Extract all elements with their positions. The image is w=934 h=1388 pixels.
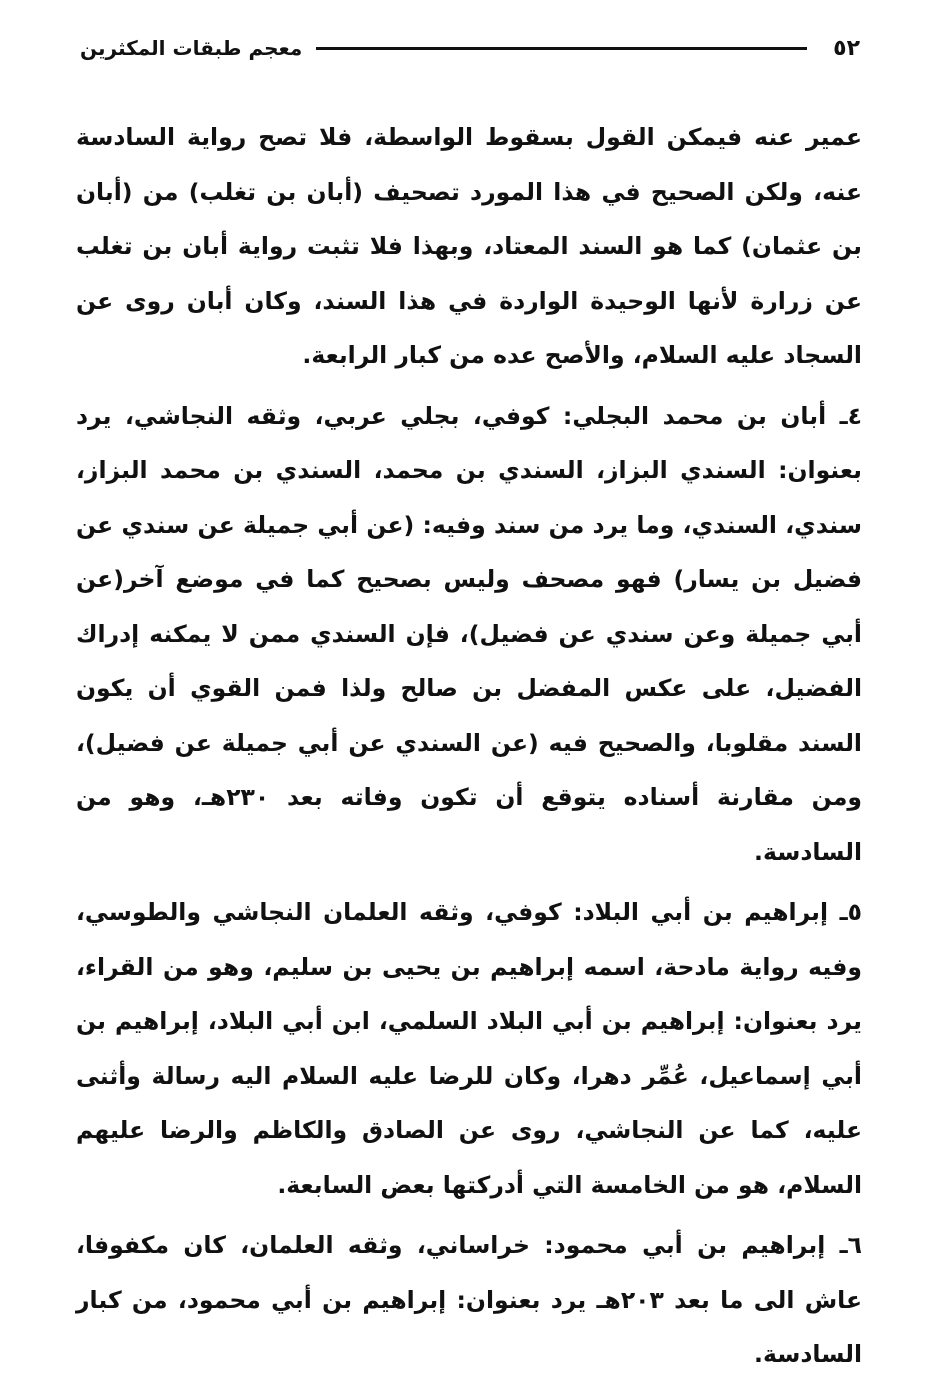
entry-heading: ٦ـ إبراهيم بن أبي محمود: <box>544 1231 862 1259</box>
page-body <box>76 110 862 1388</box>
page-number: ٥٢ <box>833 35 860 61</box>
entry-heading: ٥ـ إبراهيم بن أبي البلاد: <box>573 898 862 926</box>
entry-6 <box>76 1218 862 1382</box>
entry-body: كوفي، بجلي عربي، وثقه النجاشي، يرد بعنوان: السندي البزاز، السندي بن محمد، السندي بن محمد البزاز، سندي، السندي، وما يرد من سند وفيه: (عن أبي جميلة عن سندي عن فضيل بن يسار) فهو مصحف وليس بصحيح كما في موضع آخر(عن أبي جميلة وعن سندي عن فضيل)، فإن السندي ممن لا يمكنه إدراك الفضيل، على عكس المفضل بن صالح ولذا فمن القوي أن يكون السند مقلوبا، والصحيح فيه (عن السندي عن أبي جميلة عن فضيل)، ومن مقارنة أسناده يتوقع أن تكون وفاته بعد ٢٣٠هـ، وهو <box>76 401 862 811</box>
paragraph-body: عمير عنه فيمكن القول بسقوط الواسطة، فلا تصح رواية السادسة عنه، ولكن الصحيح في هذا المورد تصحيف (أبان بن تغلب) من (أبان بن عثمان) كما هو السند المعتاد، وبهذا فلا تثبت رواية أبان بن تغلب عن زرارة لأنها الوحيدة الواردة في هذا السند، وكان أبان روى عن السجاد عليه السلام، والأصح عده <box>76 123 862 369</box>
entry-heading: ٤ـ أبان بن محمد البجلي: <box>562 401 862 430</box>
paragraph-continuation <box>76 110 862 383</box>
paragraph-tail: من كبار الرابعة. <box>302 341 485 369</box>
entry-tail: هو من الخامسة التي أدركتها بعض السابعة. <box>277 1170 770 1199</box>
entry-tail: من كبار السادسة. <box>76 1285 862 1368</box>
entry-4 <box>76 389 862 880</box>
entry-body: خراساني، وثقه العلمان، كان مكفوفا، عاش الى ما بعد ٢٠٣هـ يرد بعنوان: إبراهيم بن أبي محمود، <box>76 1231 862 1314</box>
entry-tail: من السادسة. <box>76 783 862 866</box>
header-rule <box>316 47 807 50</box>
entry-body: كوفي، وثقه العلمان النجاشي والطوسي، وفيه رواية مادحة، اسمه إبراهيم بن يحيى بن سليم، وهو من القراء، يرد بعنوان: إبراهيم بن أبي البلاد السلمي، ابن أبي البلاد، إبراهيم بن أبي إسماعيل، عُمِّر دهرا، وكان للرضا عليه السلام اليه رسالة وأثنى عليه، كما عن النجاشي، روى عن الصادق والكاظم والرضا عليهم السلام، <box>76 898 862 1199</box>
running-header <box>80 28 860 68</box>
entry-5 <box>76 885 862 1212</box>
running-title: معجم طبقات المكثرين <box>80 36 303 60</box>
